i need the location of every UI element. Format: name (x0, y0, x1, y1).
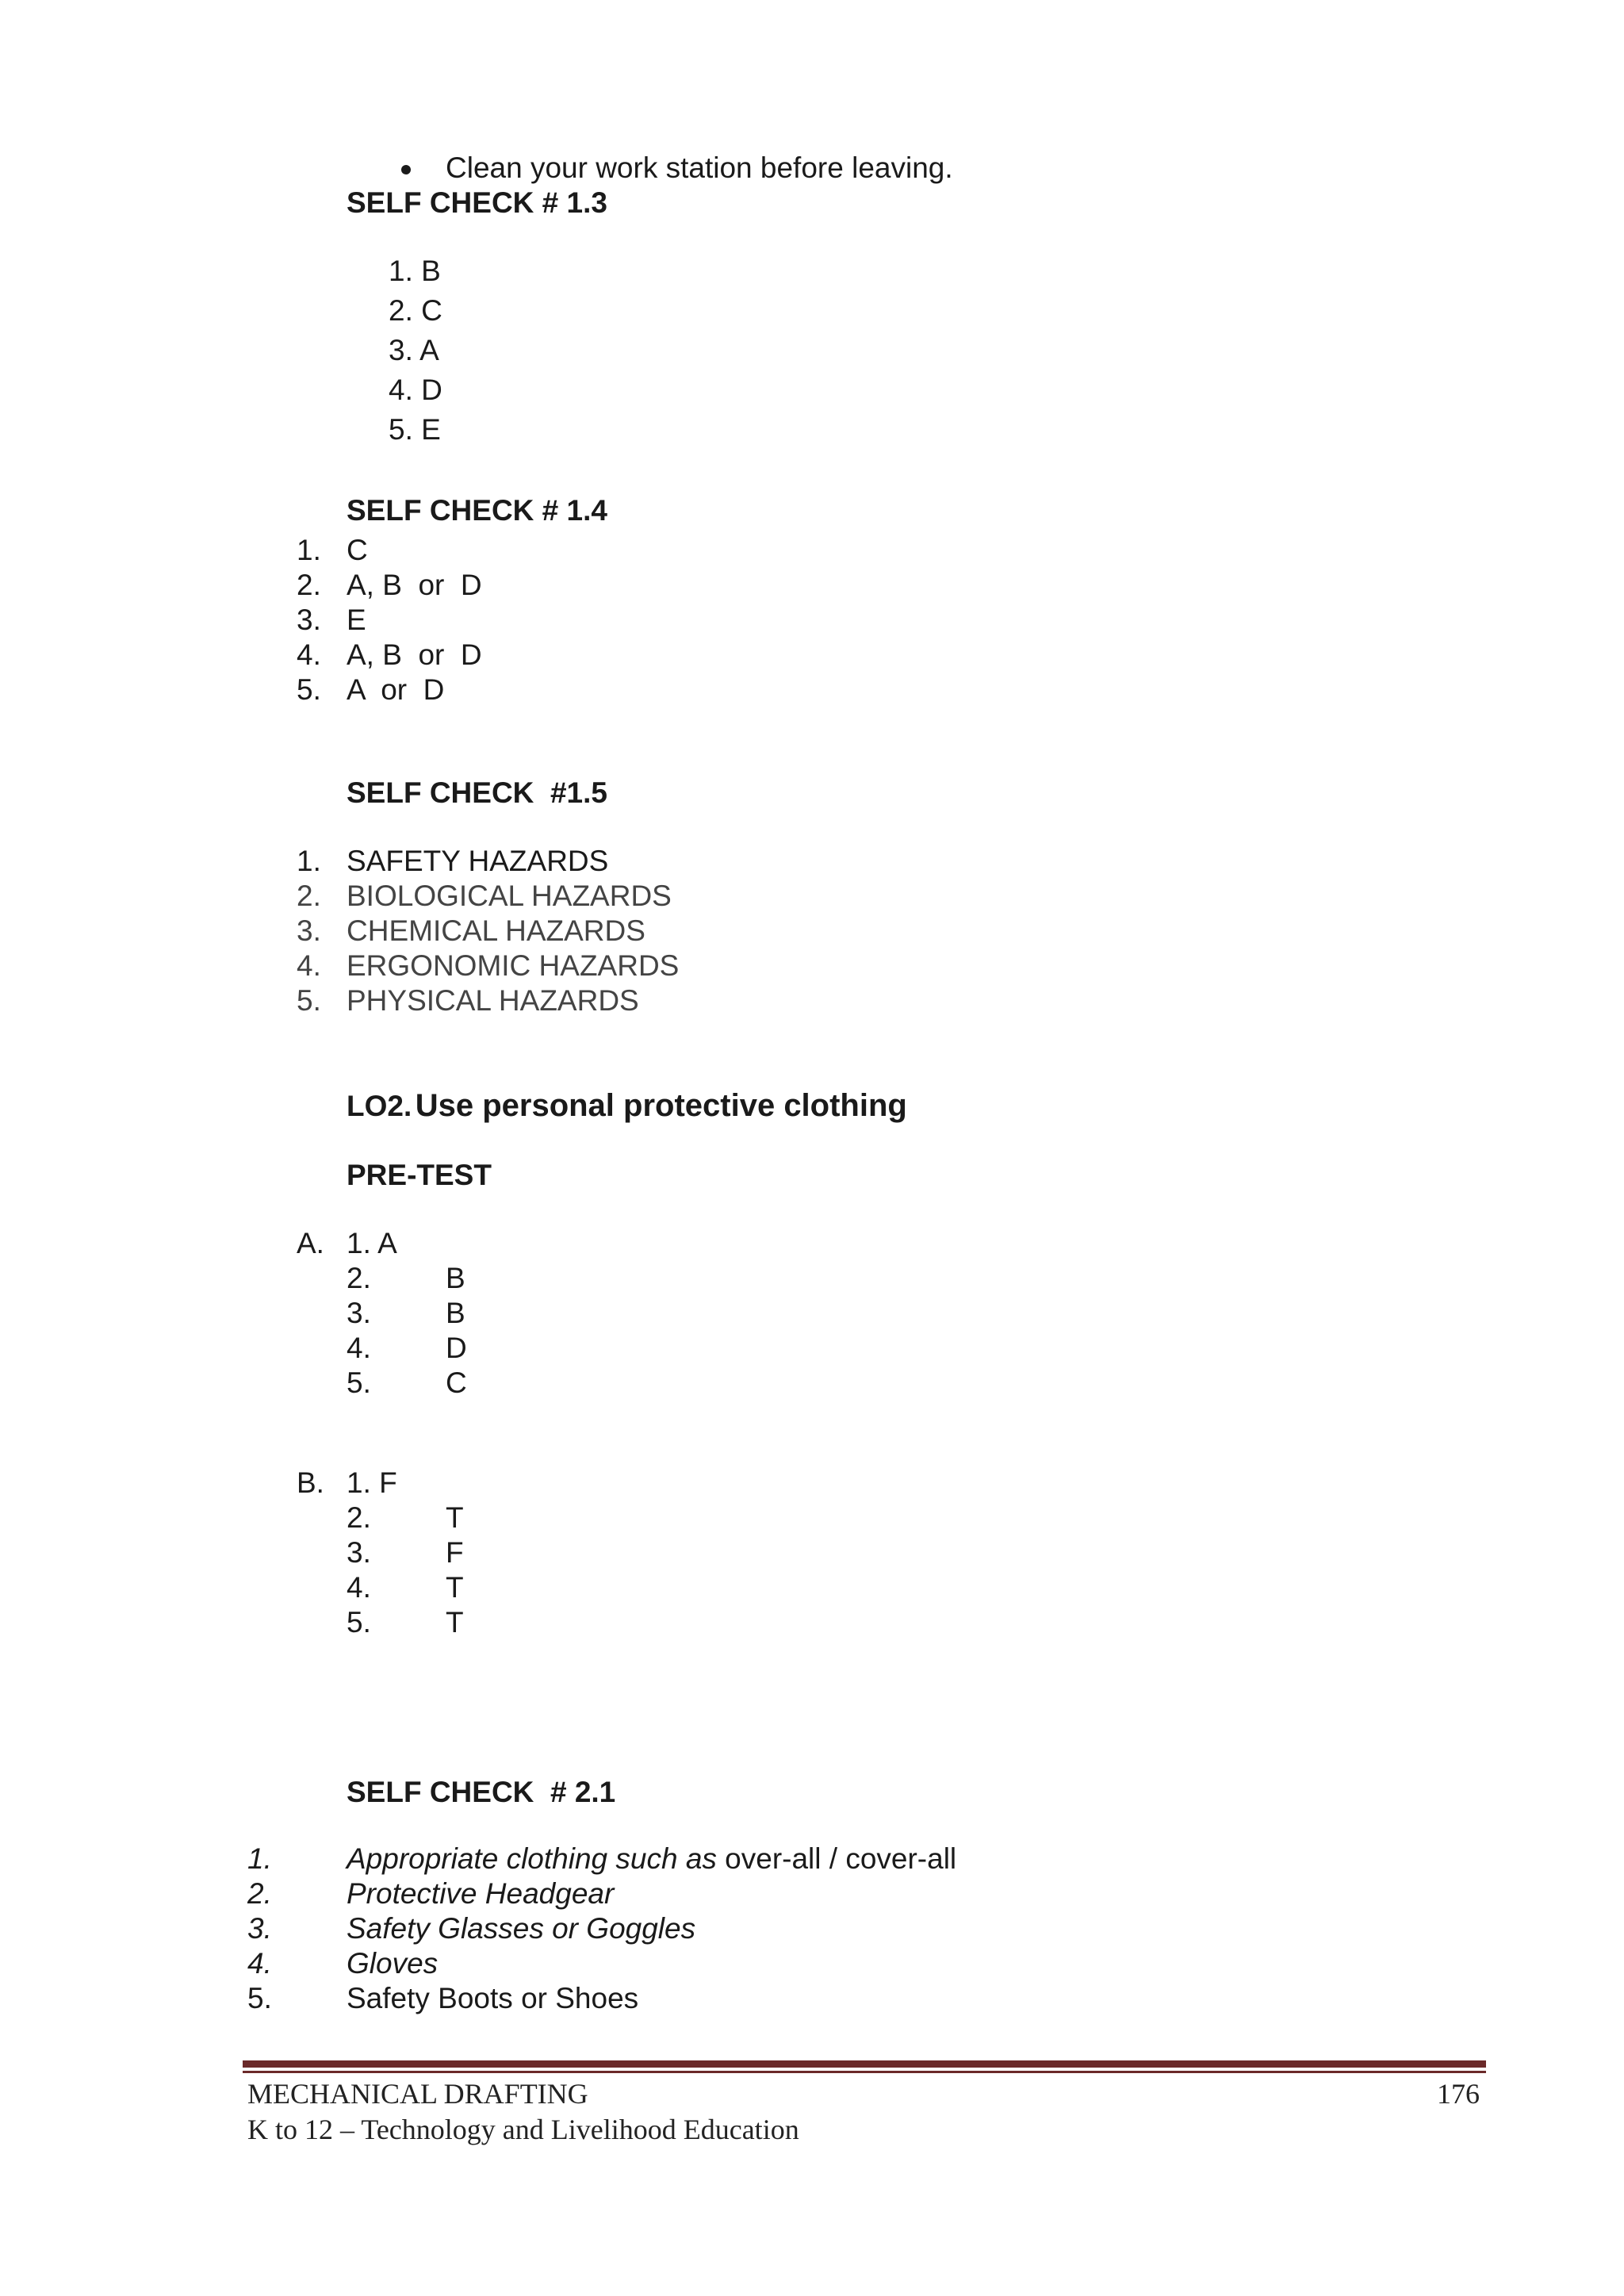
list-answer: F (446, 1536, 464, 1569)
footer-subject: MECHANICAL DRAFTING (247, 2078, 588, 2110)
footer-course: K to 12 – Technology and Livelihood Education (247, 2114, 799, 2145)
list-answer: T (446, 1606, 464, 1639)
list-number: 4. (347, 1571, 371, 1604)
part-b-label: B. (297, 1466, 324, 1499)
list-answer: SAFETY HAZARDS (347, 845, 609, 877)
list-answer: C (347, 534, 368, 566)
list-number: 5. (297, 673, 321, 706)
list-answer: A, B or D (347, 638, 482, 671)
list-item: 2. C (389, 294, 442, 327)
lo2-title: Use personal protective clothing (415, 1088, 907, 1123)
list-number: 3. (347, 1536, 371, 1569)
bullet-text: Clean your work station before leaving. (446, 151, 953, 184)
list-item: 5. E (389, 413, 441, 446)
list-number: 2. (347, 1262, 371, 1294)
list-answer: E (347, 604, 366, 636)
list-answer: B (446, 1262, 465, 1294)
self-check-1-4-heading: SELF CHECK # 1.4 (347, 494, 607, 527)
list-number: 2. (297, 880, 321, 912)
list-answer: Gloves (347, 1947, 439, 1980)
list-answer: T (446, 1501, 464, 1534)
list-item: 3. A (389, 334, 439, 366)
list-answer: PHYSICAL HAZARDS (347, 984, 639, 1017)
list-number: 2. (347, 1501, 371, 1534)
list-number: 5. (347, 1606, 371, 1639)
list-answer: Safety Boots or Shoes (347, 1982, 639, 2014)
list-number: 1. (297, 845, 321, 877)
lo2-prefix: LO2. (347, 1090, 412, 1122)
list-number: 5. (297, 984, 321, 1017)
list-item: 1. F (347, 1466, 397, 1499)
bullet-icon (401, 165, 411, 174)
list-item: 1. B (389, 255, 441, 287)
list-number: 3. (347, 1297, 371, 1329)
list-number: 4. (247, 1947, 272, 1980)
list-number: 5. (247, 1982, 272, 2014)
list-item: 1. A (347, 1227, 397, 1259)
list-answer: A, B or D (347, 569, 482, 601)
list-answer: Protective Headgear (347, 1877, 615, 1910)
list-number: 4. (297, 949, 321, 982)
list-answer: BIOLOGICAL HAZARDS (347, 880, 672, 912)
page-number: 176 (1437, 2078, 1480, 2110)
self-check-2-1-heading: SELF CHECK # 2.1 (347, 1776, 616, 1808)
list-number: 4. (297, 638, 321, 671)
self-check-1-5-heading: SELF CHECK #1.5 (347, 776, 607, 809)
list-answer: B (446, 1297, 465, 1329)
self-check-1-3-heading: SELF CHECK # 1.3 (347, 186, 607, 219)
list-number: 1. (247, 1842, 272, 1875)
list-answer: ERGONOMIC HAZARDS (347, 949, 680, 982)
list-item: 4. D (389, 374, 442, 406)
pretest-heading: PRE-TEST (347, 1159, 492, 1191)
list-number: 3. (297, 914, 321, 947)
list-number: 3. (247, 1912, 272, 1945)
list-number: 2. (247, 1877, 272, 1910)
list-answer: Safety Glasses or Goggles (347, 1912, 696, 1945)
list-answer: D (446, 1332, 467, 1364)
list-answer: C (446, 1366, 467, 1399)
list-number: 4. (347, 1332, 371, 1364)
list-number: 3. (297, 604, 321, 636)
list-answer (347, 1842, 956, 1876)
lo2-heading (347, 1087, 907, 1125)
list-number: 1. (297, 534, 321, 566)
footer-rule-thick (243, 2060, 1486, 2068)
list-answer: T (446, 1571, 464, 1604)
footer-rule-thin (243, 2071, 1486, 2073)
list-number: 2. (297, 569, 321, 601)
list-answer: A or D (347, 673, 445, 706)
answer-plain: over-all / cover-all (716, 1842, 957, 1875)
answer-italic: Appropriate clothing such as (347, 1842, 717, 1875)
part-a-label: A. (297, 1227, 324, 1259)
list-number: 5. (347, 1366, 371, 1399)
list-answer: CHEMICAL HAZARDS (347, 914, 645, 947)
